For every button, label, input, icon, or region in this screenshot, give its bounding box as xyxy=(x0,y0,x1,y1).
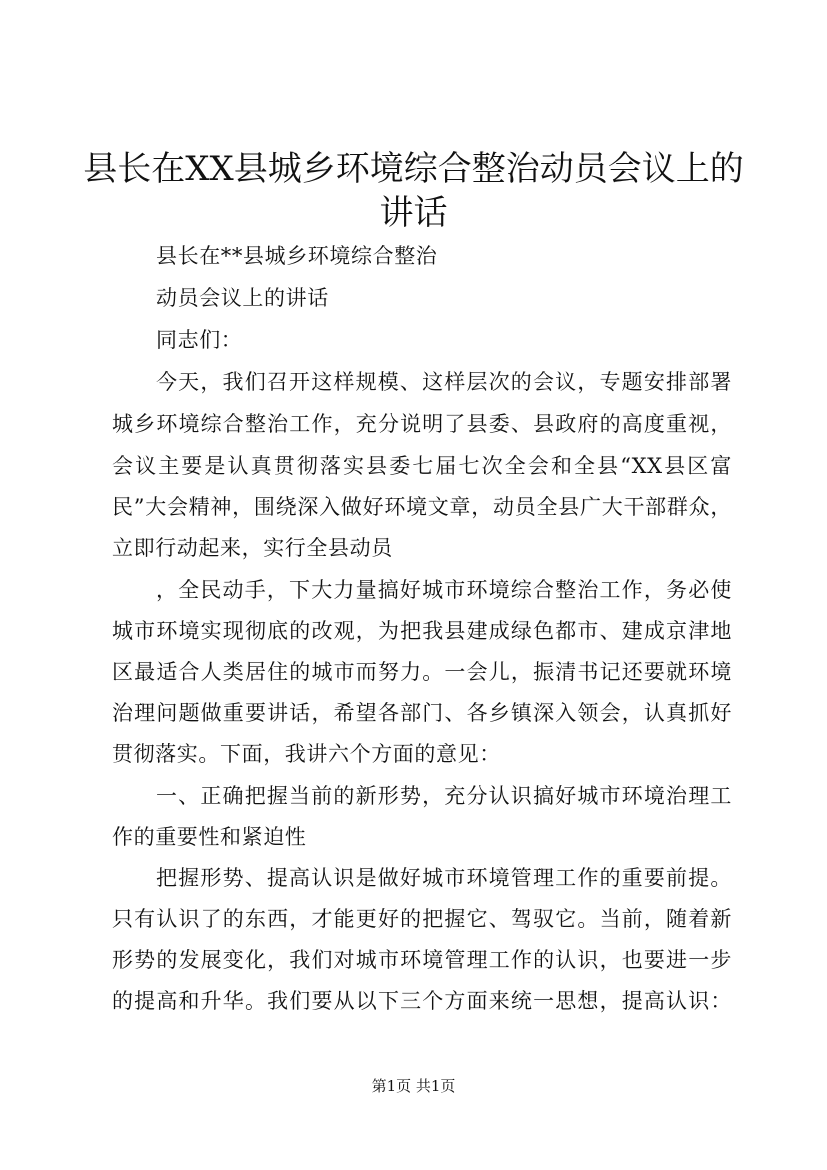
paragraph-line: 城市环境实现彻底的改观，为把我县建成绿色都市、建成京津地 xyxy=(112,619,732,643)
paragraph-line: 贯彻落实。下面，我讲六个方面的意见： xyxy=(112,742,501,766)
paragraph-line: ，全民动手，下大力量搞好城市环境综合整治工作，务必使 xyxy=(156,578,732,602)
paragraph-line: 今天，我们召开这样规模、这样层次的会议，专题安排部署 xyxy=(156,370,732,394)
paragraph-line: 的提高和升华。我们要从以下三个方面来统一思想，提高认识： xyxy=(112,989,732,1013)
paragraph-line: 立即行动起来，实行全县动员 xyxy=(112,536,393,560)
section-heading-line-2: 作的重要性和紧迫性 xyxy=(112,825,307,849)
document-title-line-2: 讲话 xyxy=(379,193,448,233)
paragraph-line: 把握形势、提高认识是做好城市环境管理工作的重要前提。 xyxy=(156,866,732,890)
page-footer: 第1页 共1页 xyxy=(371,1077,456,1095)
paragraph-line: 形势的发展变化，我们对城市环境管理工作的认识，也要进一步 xyxy=(112,948,732,972)
section-heading-line-1: 一、正确把握当前的新形势，充分认识搞好城市环境治理工 xyxy=(156,784,732,808)
paragraph-line: 只有认识了的东西，才能更好的把握它、驾驭它。当前，随着新 xyxy=(112,907,732,931)
subtitle-line-1: 县长在**县城乡环境综合整治 xyxy=(156,244,438,268)
document-title-line-1: 县长在XX县城乡环境综合整治动员会议上的 xyxy=(83,149,744,189)
paragraph-line: 会议主要是认真贯彻落实县委七届七次全会和全县“XX县区富 xyxy=(112,454,732,478)
paragraph-line: 民”大会精神，围绕深入做好环境文章，动员全县广大干部群众， xyxy=(112,495,732,519)
salutation: 同志们： xyxy=(156,328,243,352)
paragraph-line: 城乡环境综合整治工作，充分说明了县委、县政府的高度重视， xyxy=(112,412,732,436)
subtitle-line-2: 动员会议上的讲话 xyxy=(156,286,329,310)
paragraph-line: 区最适合人类居住的城市而努力。一会儿，振清书记还要就环境 xyxy=(112,660,732,684)
paragraph-line: 治理问题做重要讲话，希望各部门、各乡镇深入领会，认真抓好 xyxy=(112,701,732,725)
